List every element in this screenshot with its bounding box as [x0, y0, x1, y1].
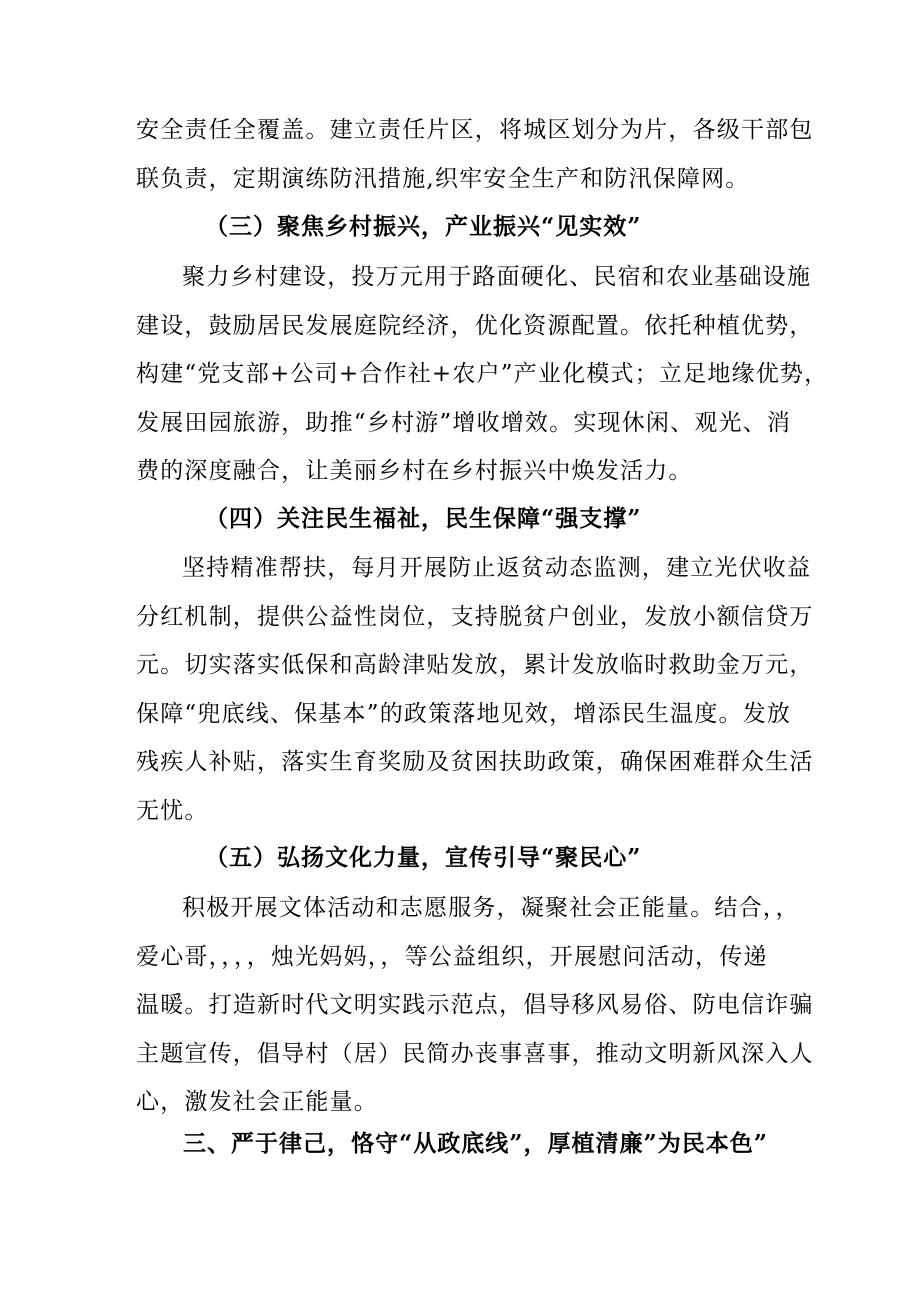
paragraph-line: 元。切实落实低保和高龄津贴发放，累计发放临时救助金万元， [136, 652, 814, 679]
paragraph-line: 保障“兜底线、保基本”的政策落地见效，增添民生温度。发放 [136, 700, 792, 727]
paragraph-line: 温暖。打造新时代文明实践示范点，倡导移风易俗、防电信诈骗 [136, 992, 814, 1019]
paragraph-line: 建设，鼓励居民发展庭院经济，优化资源配置。依托种植优势， [136, 312, 814, 339]
paragraph-three [136, 253, 829, 496]
section-heading: （三）聚焦乡村振兴，产业振兴“见实效” [205, 213, 642, 240]
heading-section-three [183, 1119, 793, 1169]
paragraph-line: 主题宣传，倡导村（居）民简办丧事喜事，推动文明新风深入人 [136, 1040, 814, 1067]
heading-five [205, 833, 855, 883]
section-heading: （五）弘扬文化力量，宣传引导“聚民心” [205, 844, 642, 871]
paragraph-line: 积极开展文体活动和志愿服务，凝聚社会正能量。结合，， [182, 895, 800, 921]
paragraph-line: 联负责，定期演练防汛措施,织牢安全生产和防汛保障网。 [136, 165, 750, 192]
paragraph-line: 无忧。 [136, 797, 209, 824]
paragraph-line: 坚持精准帮扶，每月开展防止返贫动态监测，建立光伏收益 [182, 555, 812, 581]
heading-three [205, 202, 855, 252]
paragraph-line: 分红机制，提供公益性岗位，支持脱贫户创业，发放小额信贷万 [136, 603, 814, 630]
paragraph-line: 残疾人补贴，落实生育奖励及贫困扶助政策，确保困难群众生活 [136, 749, 814, 776]
paragraph-line: 发展田园旅游，助推“乡村游”增收增效。实现休闲、观光、消 [136, 409, 792, 436]
heading-four [205, 494, 855, 544]
paragraph-intro [136, 106, 814, 203]
paragraph-line: 聚力乡村建设，投万元用于路面硬化、民宿和农业基础设施 [182, 264, 812, 290]
paragraph-line: 构建“党支部+公司+合作社+农户”产业化模式；立足地缘优势， [136, 361, 829, 388]
paragraph-line: 心，激发社会正能量。 [136, 1089, 378, 1116]
chapter-heading: 三、严于律己，恪守“从政底线”，厚植清廉”为民本色” [183, 1130, 768, 1157]
paragraph-line: 安全责任全覆盖。建立责任片区，将城区划分为片，各级干部包 [136, 117, 814, 143]
paragraph-line: 费的深度融合，让美丽乡村在乡村振兴中焕发活力。 [136, 458, 693, 485]
paragraph-four [136, 544, 814, 836]
section-heading: （四）关注民生福祉，民生保障“强支撑” [205, 505, 642, 532]
paragraph-five [136, 884, 814, 1127]
paragraph-line: 爱心哥，，，，烛光妈妈，，等公益组织，开展慰问活动，传递 [136, 943, 768, 970]
